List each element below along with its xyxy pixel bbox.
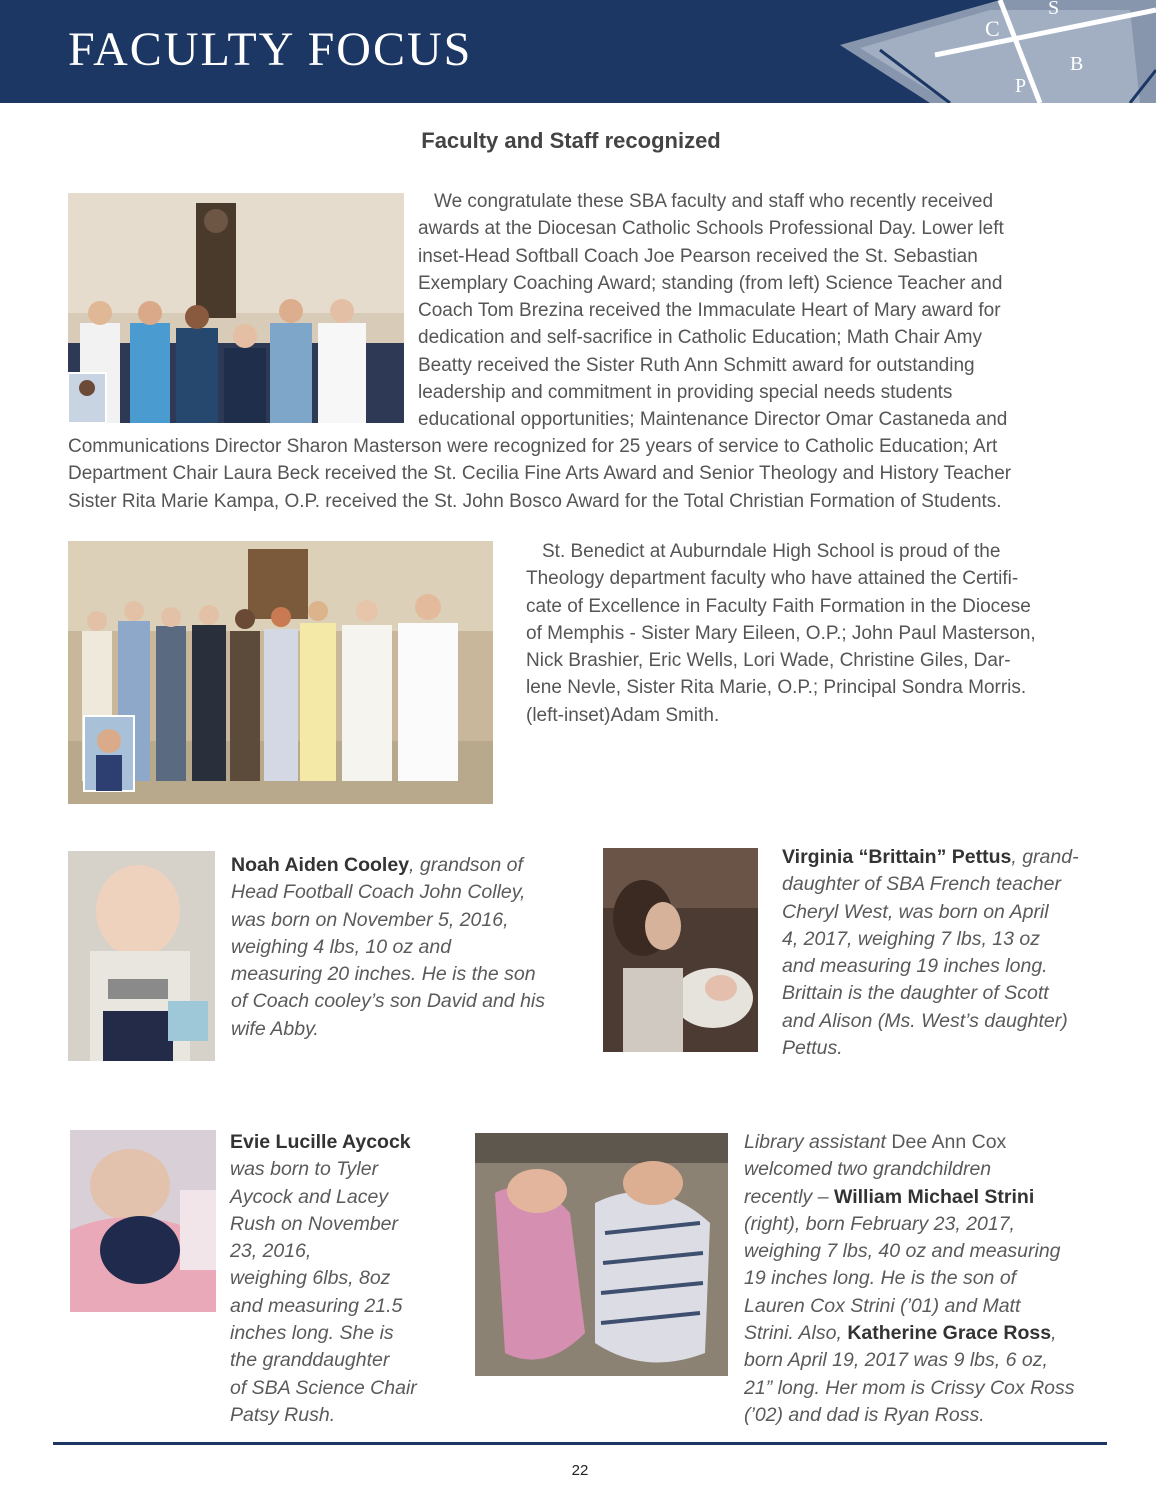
awards-line: educational opportunities; Maintenance Director Omar Castaneda and [418,409,1008,431]
awards-line: Communications Director Sharon Masterson were recognized for 25 years of service to Catholic Education; Art [68,436,998,457]
caption-line: weighing 4 lbs, 10 oz and [231,935,452,958]
theology-line: St. Benedict at Auburndale High School is proud of the [542,541,1001,562]
caption-text: recently – [744,1185,829,1208]
caption-line: welcomed two grandchildren [744,1158,992,1181]
evie-name: Evie Lucille Aycock [230,1131,411,1153]
caption-line: (’02) and dad is Ryan Ross. [744,1403,985,1426]
awards-paragraph-continued [68,433,1098,515]
caption-line: and Alison (Ms. West’s daughter) [782,1009,1068,1032]
section-title: FACULTY FOCUS [68,23,473,76]
virginia-baby-photo [603,848,758,1052]
page-number: 22 [571,1462,589,1479]
noah-name: Noah Aiden Cooley [231,854,410,876]
evie-baby-photo [70,1130,216,1312]
cox-grandchildren-photo [475,1133,728,1376]
caption-line: Aycock and Lacey [230,1185,389,1208]
crest-letter-b: B [1070,53,1084,75]
crest-letter-s: S [1048,0,1060,19]
caption-text: Library assistant [744,1131,886,1153]
awards-line: leadership and commitment in providing special needs students [418,382,953,404]
caption-line: born April 19, 2017 was 9 lbs, 6 oz, [744,1349,1048,1372]
awards-line: Department Chair Laura Beck received the St. Cecilia Fine Arts Award and Senior Theology and History Teacher [68,463,1012,485]
evie-caption [230,1129,440,1429]
theology-line: cate of Excellence in Faculty Faith Formation in the Diocese [526,595,1031,617]
article-title: Faculty and Staff recognized [421,128,721,153]
caption-line: of Coach cooley’s son David and his [231,990,545,1013]
caption-line: 21” long. Her mom is Crissy Cox Ross [744,1376,1075,1399]
awards-line: Coach Tom Brezina received the Immaculate Heart of Mary award for [418,300,1001,322]
awards-paragraph [418,188,1108,434]
crest-letter-p: P [1015,75,1027,97]
virginia-name: Virginia “Brittain” Pettus [782,846,1012,868]
noah-caption [231,852,571,1043]
virginia-caption [782,844,1102,1062]
awards-line: Beatty received the Sister Ruth Ann Schmitt award for outstanding [418,354,975,376]
caption-line: Lauren Cox Strini (’01) and Matt [744,1294,1021,1317]
caption-text: , [1051,1322,1057,1345]
theology-line: Theology department faculty who have attained the Certifi- [526,568,1019,590]
caption-line: Cheryl West, was born on April [782,900,1049,923]
caption-line: inches long. She is [230,1322,394,1345]
caption-line: , grand- [1011,846,1079,868]
cox-caption [744,1129,1104,1429]
caption-line: weighing 7 lbs, 40 oz and measuring [744,1240,1061,1263]
caption-line: Rush on November [230,1212,398,1235]
theology-line: (left-inset)Adam Smith. [526,704,720,726]
awards-line: awards at the Diocesan Catholic Schools Professional Day. Lower left [418,218,1004,240]
page-header [0,0,1156,103]
dee-ann-cox-name: Dee Ann Cox [891,1131,1007,1153]
theology-paragraph [526,538,1086,729]
theology-faculty-photo [68,541,493,804]
theology-line: Nick Brashier, Eric Wells, Lori Wade, Christine Giles, Dar- [526,650,1011,672]
awards-line: inset-Head Softball Coach Joe Pearson received the St. Sebastian [418,245,978,267]
caption-line: 4, 2017, weighing 7 lbs, 13 oz [782,927,1041,950]
katherine-name: Katherine Grace Ross [847,1322,1052,1345]
caption-line: and measuring 21.5 [230,1294,403,1317]
awards-group-photo [68,193,404,423]
caption-line: measuring 20 inches. He is the son [231,963,536,986]
caption-line: wife Abby. [231,1017,319,1040]
caption-line: Brittain is the daughter of Scott [782,982,1049,1005]
caption-line: Patsy Rush. [230,1403,336,1426]
caption-line: weighing 6lbs, 8oz [230,1267,391,1290]
caption-line: of SBA Science Chair [230,1376,417,1399]
crest-letter-c: C [985,16,1000,41]
caption-line: Pettus. [782,1037,843,1060]
caption-line: was born to Tyler [230,1158,379,1181]
school-crest-logo [840,0,1156,103]
caption-line: Head Football Coach John Colley, [231,881,526,904]
awards-line: Sister Rita Marie Kampa, O.P. received the St. John Bosco Award for the Total Christian Formation of Students. [68,490,1002,512]
william-name: William Michael Strini [833,1185,1035,1208]
caption-line: 23, 2016, [230,1240,312,1263]
theology-line: lene Nevle, Sister Rita Marie, O.P.; Principal Sondra Morris. [526,677,1027,699]
caption-text: Strini. Also, [744,1322,842,1345]
caption-line: (right), born February 23, 2017, [744,1212,1015,1235]
caption-line: daughter of SBA French teacher [782,873,1061,896]
noah-baby-photo [68,851,215,1061]
caption-line: was born on November 5, 2016, [231,908,509,931]
theology-line: of Memphis - Sister Mary Eileen, O.P.; John Paul Masterson, [526,622,1036,644]
caption-line: 19 inches long. He is the son of [744,1267,1017,1290]
caption-line: the granddaughter [230,1349,390,1372]
awards-line: Exemplary Coaching Award; standing (from left) Science Teacher and [418,272,1003,294]
awards-line: dedication and self-sacrifice in Catholic Education; Math Chair Amy [418,327,982,349]
footer-divider [53,1442,1107,1445]
awards-line: We congratulate these SBA faculty and staff who recently received [434,191,994,212]
caption-line: , grandson of [409,854,523,876]
caption-line: and measuring 19 inches long. [782,955,1048,978]
